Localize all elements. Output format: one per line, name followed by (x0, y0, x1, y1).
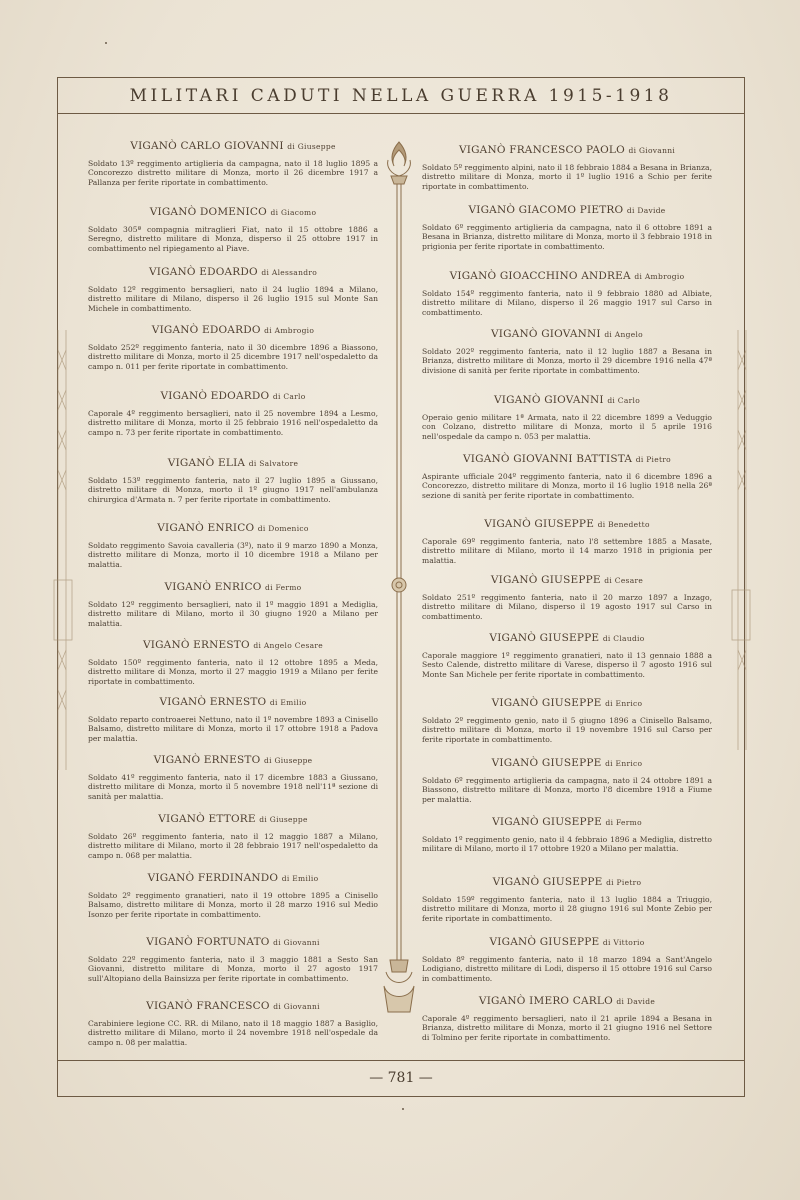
soldier-record: Soldato 1º reggimento genio, nato il 4 febbraio 1896 a Mediglia, distretto militare di Milano, morto il 17 ottobre 1920 a Milano per malattia. (422, 835, 712, 854)
list-item (422, 995, 712, 1042)
soldier-record: Soldato 153º reggimento fanteria, nato il 27 luglio 1895 a Giussano, distretto militare di Monza, morto il 1º giugno 1917 nell'ambulanza chirurgica d'Armata n. 7 per ferite riportate in combattimento. (88, 476, 378, 504)
soldier-name: VIGANÒ EDOARDO (151, 324, 261, 336)
soldier-name: VIGANÒ GIACOMO PIETRO (468, 204, 624, 216)
soldier-name: VIGANÒ GIUSEPPE (484, 518, 595, 530)
page-number: — 781 — (369, 1070, 433, 1086)
soldier-record: Soldato 305ª compagnia mitraglieri Fiat, nato il 15 ottobre 1886 a Seregno, distretto militare di Monza, disperso il 25 ottobre 1917 in combattimento nel ripiegamento al Piave. (88, 225, 378, 253)
list-item (88, 457, 378, 504)
list-item (88, 813, 378, 860)
list-item (88, 581, 378, 628)
running-title: MILITARI CADUTI NELLA GUERRA 1915-1918 (129, 86, 673, 106)
soldier-parent: di Emilio (269, 698, 307, 707)
soldier-name: VIGANÒ GIOVANNI (493, 394, 604, 406)
soldier-name: VIGANÒ GIOACCHINO ANDREA (449, 270, 631, 282)
soldier-name: VIGANÒ ERNESTO (142, 639, 250, 651)
soldier-record: Carabiniere legione CC. RR. di Milano, nato il 18 maggio 1887 a Basiglio, distretto militare di Milano, morto il 24 novembre 1918 nell'ospedale da campo n. 08 per malattia. (88, 1019, 378, 1047)
soldier-name: VIGANÒ GIUSEPPE (492, 876, 603, 888)
soldier-parent: di Ambrogio (634, 272, 685, 281)
soldier-parent: di Giuseppe (287, 142, 336, 151)
soldier-name: VIGANÒ FORTUNATO (146, 936, 270, 948)
soldier-parent: di Giuseppe (259, 815, 308, 824)
list-item (88, 696, 378, 743)
list-item (88, 1000, 378, 1047)
soldier-parent: di Cesare (604, 576, 644, 585)
soldier-record: Soldato reggimento Savoia cavalleria (3º), nato il 9 marzo 1890 a Monza, distretto militare di Monza, morto il 10 dicembre 1918 a Milano per malattia. (88, 541, 378, 569)
soldier-name: VIGANÒ ENRICO (157, 522, 255, 534)
soldier-record: Caporale maggiore 1º reggimento granatieri, nato il 13 gennaio 1888 a Sesto Calende, distretto militare di Varese, disperso il 7 agosto 1916 sul Monte San Michele per ferite riportate in combattimento. (422, 651, 712, 679)
soldier-parent: di Giovanni (273, 1002, 320, 1011)
list-item (88, 140, 378, 187)
list-item (422, 328, 712, 375)
soldier-parent: di Enrico (605, 699, 643, 708)
soldier-record: Soldato 2º reggimento genio, nato il 5 giugno 1896 a Cinisello Balsamo, distretto militare di Monza, morto il 19 novembre 1916 sul Carso per ferite riportate in combattimento. (422, 716, 712, 744)
soldier-parent: di Domenico (257, 524, 309, 533)
soldier-record: Soldato 6º reggimento artiglieria da campagna, nato il 24 ottobre 1891 a Biassono, distretto militare di Monza, morto l'8 dicembre 1918 a Fiume per malattia. (422, 776, 712, 804)
footer-rule (57, 1060, 745, 1061)
soldier-record: Soldato 251º reggimento fanteria, nato il 20 marzo 1897 a Inzago, distretto militare di Milano, disperso il 19 agosto 1917 sul Carso in combattimento. (422, 593, 712, 621)
soldier-record: Soldato 2º reggimento granatieri, nato il 19 ottobre 1895 a Cinisello Balsamo, distretto militare di Monza, morto il 28 marzo 1916 sul Medio Isonzo per ferite riportate in combattimento. (88, 891, 378, 919)
soldier-name: VIGANÒ GIUSEPPE (489, 632, 600, 644)
list-item (422, 757, 712, 804)
soldier-parent: di Giovanni (273, 938, 320, 947)
soldier-record: Soldato 22º reggimento fanteria, nato il 3 maggio 1881 a Sesto San Giovanni, distretto militare di Monza, morto il 27 agosto 1917 sull'Altopiano della Bainsizza per ferite riportate in combattimento. (88, 955, 378, 983)
soldier-record: Soldato 159º reggimento fanteria, nato il 13 luglio 1884 a Triuggio, distretto militare di Monza, morto il 28 giugno 1916 sul Monte Zebio per ferite riportate in combattimento. (422, 895, 712, 923)
soldier-name: VIGANÒ FRANCESCO (146, 1000, 270, 1012)
list-item (422, 270, 712, 317)
soldier-record: Caporale 4º reggimento bersaglieri, nato il 25 novembre 1894 a Lesmo, distretto militare di Monza, morto il 25 febbraio 1916 nell'ospedaletto da campo n. 73 per ferite riportate in combattimento. (88, 409, 378, 437)
list-item (88, 936, 378, 983)
list-item (422, 453, 712, 500)
header-rule (57, 113, 745, 114)
soldier-parent: di Vittorio (602, 938, 645, 947)
soldier-parent: di Carlo (272, 392, 306, 401)
soldier-parent: di Angelo Cesare (253, 641, 324, 650)
soldier-name: VIGANÒ ELIA (167, 457, 246, 469)
soldier-name: VIGANÒ ENRICO (164, 581, 262, 593)
central-column-ornament (382, 140, 416, 1020)
list-item (422, 816, 712, 854)
list-item (88, 872, 378, 919)
soldier-record: Soldato 5º reggimento alpini, nato il 18 febbraio 1884 a Besana in Brianza, distretto militare di Monza, morto il 1º luglio 1916 a Schio per ferite riportate in combattimento. (422, 163, 712, 191)
soldier-parent: di Enrico (605, 759, 643, 768)
soldier-parent: di Benedetto (597, 520, 650, 529)
soldier-name: VIGANÒ CARLO GIOVANNI (130, 140, 284, 152)
soldier-parent: di Giovanni (628, 146, 676, 155)
left-margin-ornament (52, 330, 74, 770)
soldier-name: VIGANÒ ETTORE (158, 813, 256, 825)
soldier-record: Soldato reparto controaerei Nettuno, nato il 1º novembre 1893 a Cinisello Balsamo, distretto militare di Monza, morto il 17 ottobre 1918 a Padova per malattia. (88, 715, 378, 743)
soldier-name: VIGANÒ EDOARDO (160, 390, 270, 402)
soldier-name: VIGANÒ GIUSEPPE (491, 757, 602, 769)
soldier-record: Caporale 69º reggimento fanteria, nato l'8 settembre 1885 a Masate, distretto militare di Milano, morto il 14 marzo 1918 in prigionia per malattia. (422, 537, 712, 565)
soldier-name: VIGANÒ FERDINANDO (147, 872, 279, 884)
soldier-parent: di Ambrogio (264, 326, 315, 335)
soldier-parent: di Fermo (605, 818, 642, 827)
soldier-parent: di Giuseppe (263, 756, 313, 765)
soldier-name: VIGANÒ GIUSEPPE (489, 936, 600, 948)
soldier-parent: di Giacomo (270, 208, 317, 217)
soldier-name: VIGANÒ IMERO CARLO (478, 995, 613, 1007)
list-item (88, 324, 378, 371)
soldier-name: VIGANÒ EDOARDO (148, 266, 258, 278)
soldier-parent: di Fermo (265, 583, 302, 592)
soldier-name: VIGANÒ GIUSEPPE (491, 697, 602, 709)
soldier-parent: di Davide (616, 997, 656, 1006)
soldier-record: Soldato 13º reggimento artiglieria da campagna, nato il 18 luglio 1895 a Concorezzo distretto militare di Monza, morto il 26 dicembre 1917 a Pallanza per ferite riportate in combattimento. (88, 159, 378, 187)
soldier-record: Soldato 12º reggimento bersaglieri, nato il 24 luglio 1894 a Milano, distretto militare di Milano, disperso il 26 luglio 1915 sul Monte San Michele in combattimento. (88, 285, 378, 313)
list-item (88, 266, 378, 313)
soldier-parent: di Angelo (604, 330, 643, 339)
list-item (422, 936, 712, 983)
soldier-record: Soldato 154º reggimento fanteria, nato il 9 febbraio 1880 ad Albiate, distretto militare di Milano, disperso il 26 maggio 1917 sul Carso in combattimento. (422, 289, 712, 317)
list-item (422, 876, 712, 923)
soldier-parent: di Pietro (635, 455, 672, 464)
soldier-name: VIGANÒ GIUSEPPE (492, 816, 602, 828)
soldier-record: Soldato 202º reggimento fanteria, nato il 12 luglio 1887 a Besana in Brianza, distretto militare di Monza, morto il 29 dicembre 1916 nella 47ª divisione di sanità per ferite riportate in combattimento. (422, 347, 712, 375)
list-item (88, 522, 378, 569)
soldier-parent: di Alessandro (261, 268, 318, 277)
soldier-record: Caporale 4º reggimento bersaglieri, nato il 21 aprile 1894 a Besana in Brianza, distretto militare di Monza, morto il 21 giugno 1916 nel Settore di Tolmino per ferite riportate in combattimento. (422, 1014, 712, 1042)
list-item (88, 754, 378, 801)
soldier-name: VIGANÒ GIOVANNI BATTISTA (462, 453, 633, 465)
list-item (88, 206, 378, 253)
soldier-record: Soldato 252º reggimento fanteria, nato il 30 dicembre 1896 a Biassono, distretto militare di Monza, morto il 25 dicembre 1917 nell'ospedaletto da campo n. 011 per ferite riportate in combattimento. (88, 343, 378, 371)
list-item (422, 204, 712, 251)
soldier-record: Soldato 41º reggimento fanteria, nato il 17 dicembre 1883 a Giussano, distretto militare di Monza, morto il 5 novembre 1918 nell'11ª sezione di sanità per malattia. (88, 773, 378, 801)
soldier-record: Soldato 150º reggimento fanteria, nato il 12 ottobre 1895 a Meda, distretto militare di Monza, morto il 27 maggio 1919 a Milano per ferite riportate in combattimento. (88, 658, 378, 686)
paper-speck (402, 1108, 404, 1110)
list-item (422, 574, 712, 621)
soldier-parent: di Carlo (607, 396, 641, 405)
list-item (422, 518, 712, 565)
soldier-record: Soldato 26º reggimento fanteria, nato il 12 maggio 1887 a Milano, distretto militare di Milano, morto il 28 febbraio 1917 nell'ospedaletto da campo n. 068 per malattia. (88, 832, 378, 860)
paper-speck (105, 42, 107, 44)
list-item (422, 144, 712, 191)
soldier-record: Soldato 8º reggimento fanteria, nato il 18 marzo 1894 a Sant'Angelo Lodigiano, distretto militare di Lodi, disperso il 15 ottobre 1916 sul Carso in combattimento. (422, 955, 712, 983)
soldier-parent: di Salvatore (248, 459, 299, 468)
soldier-record: Soldato 12º reggimento bersaglieri, nato il 1º maggio 1891 a Mediglia, distretto militare di Milano, morto il 30 giugno 1920 a Milano per malattia. (88, 600, 378, 628)
list-item (88, 639, 378, 686)
list-item (422, 394, 712, 441)
list-item (88, 390, 378, 437)
soldier-name: VIGANÒ DOMENICO (149, 206, 267, 218)
soldier-parent: di Davide (626, 206, 666, 215)
soldier-name: VIGANÒ GIOVANNI (490, 328, 601, 340)
soldier-parent: di Emilio (281, 874, 319, 883)
soldier-name: VIGANÒ ERNESTO (159, 696, 267, 708)
soldier-parent: di Pietro (606, 878, 642, 887)
list-item (422, 632, 712, 679)
soldier-record: Soldato 6º reggimento artiglieria da campagna, nato il 6 ottobre 1891 a Besana in Brianza, distretto militare di Monza, morto il 3 febbraio 1918 in prigionia per ferite riportate in combattimento. (422, 223, 712, 251)
soldier-record: Aspirante ufficiale 204º reggimento fanteria, nato il 6 dicembre 1896 a Concorezzo, distretto militare di Monza, morto il 16 luglio 1918 nella 26ª sezione di sanità per ferite riportate in combattimento. (422, 472, 712, 500)
right-margin-ornament (730, 330, 752, 750)
soldier-parent: di Claudio (602, 634, 645, 643)
soldier-name: VIGANÒ FRANCESCO PAOLO (458, 144, 625, 156)
soldier-name: VIGANÒ ERNESTO (153, 754, 261, 766)
soldier-name: VIGANÒ GIUSEPPE (490, 574, 601, 586)
soldier-record: Operaio genio militare 1ª Armata, nato il 22 dicembre 1899 a Veduggio con Colzano, distretto militare di Monza, morto il 5 aprile 1916 nell'ospedale da campo n. 053 per malattia. (422, 413, 712, 441)
list-item (422, 697, 712, 744)
